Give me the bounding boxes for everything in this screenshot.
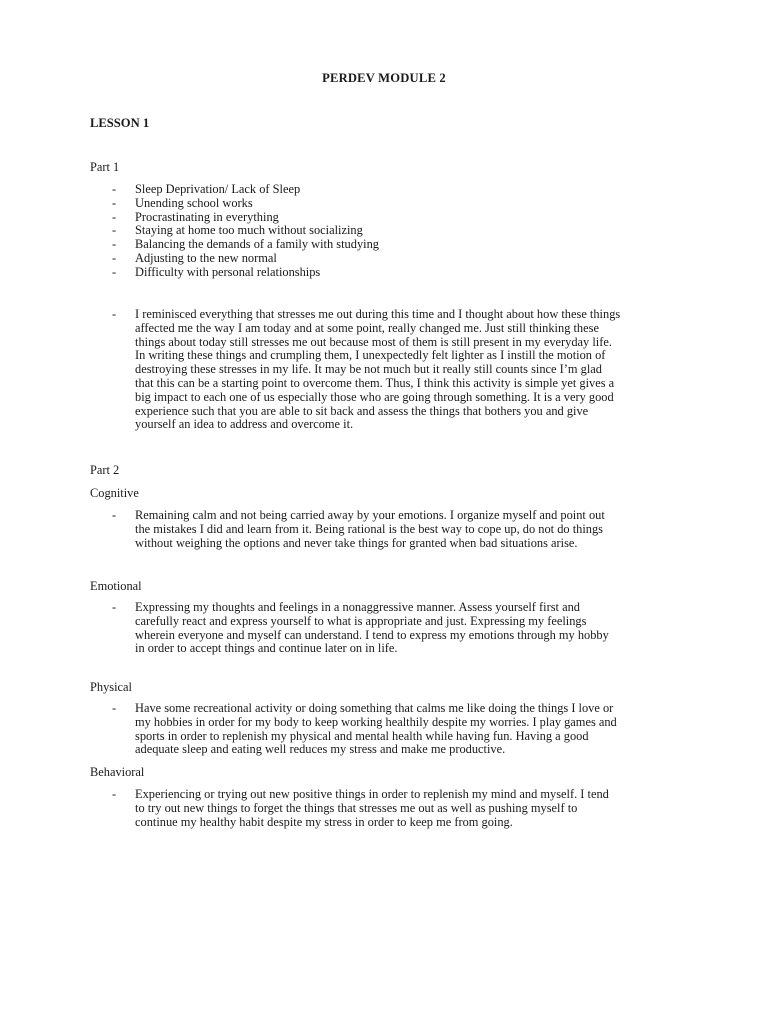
document-title: PERDEV MODULE 2 — [322, 71, 446, 85]
lesson-heading: LESSON 1 — [90, 116, 150, 130]
dash-bullet: - — [112, 250, 117, 265]
cognitive-text: Remaining calm and not being carried away by your emotions. I organize myself and point out the mistakes I did and learn from it. Being rational is the best way to cope up, do not do things without weighing the options and never take things for granted when bad situations arise. — [135, 508, 605, 550]
behavioral-text: Experiencing or trying out new positive things in order to replenish my mind and myself. I tend to try out new things to forget the things that stresses me out as well as pushing myself to continue my healthy habit despite my stress in order to keep me from going. — [135, 787, 609, 829]
stressor-list — [0, 183, 768, 280]
emotional-text: Expressing my thoughts and feelings in a nonaggressive manner. Assess yourself first and carefully react and express yourself to what is appropriate and just. Expressing my feelings wherein everyone and myself can understand. I tend to express my emotions through my hobby in order to accept things and continue later on in life. — [135, 600, 609, 656]
dash-bullet: - — [112, 237, 117, 252]
dash-bullet: - — [112, 182, 117, 196]
list-item: - Procrastinating in everything — [112, 209, 279, 224]
behavioral-heading: Behavioral — [90, 765, 145, 779]
physical-heading: Physical — [90, 680, 132, 694]
dash-bullet: - — [112, 600, 117, 614]
part-2-label: Part 2 — [90, 463, 120, 477]
list-item: - Difficulty with personal relationships — [112, 264, 321, 279]
list-item: - Unending school works — [112, 195, 253, 210]
cognitive-heading: Cognitive — [90, 486, 139, 500]
dash-bullet: - — [112, 195, 117, 210]
reflection-text: I reminisced everything that stresses me out during this time and I thought about how these things affected me the way I am today and at some point, really changed me. Just still thinking these things about today still stresses me out because most of them is still present in my everyday life. In writing these things and crumpling them, I unexpectedly felt lighter as I instill the motion of destroying these stresses in my life. It may be not much but it really still counts since I’m glad that this can be a starting point to overcome them. Thus, I think this activity is simple yet gives a big impact to each one of us especially those who are going through something. It is a very good experience such that you are able to sit back and assess the things that bothers you and give yourself an idea to address and overcome it. — [135, 307, 621, 432]
dash-bullet: - — [112, 307, 117, 321]
dash-bullet: - — [112, 508, 117, 522]
list-item: - Balancing the demands of a family with studying — [112, 237, 379, 252]
list-item: - Staying at home too much without socializing — [112, 223, 363, 238]
dash-bullet: - — [112, 787, 117, 801]
list-item: - Adjusting to the new normal — [112, 250, 277, 265]
part-1-label: Part 1 — [90, 160, 120, 174]
dash-bullet: - — [112, 223, 117, 238]
dash-bullet: - — [112, 264, 117, 279]
emotional-heading: Emotional — [90, 579, 142, 593]
dash-bullet: - — [112, 701, 117, 715]
dash-bullet: - — [112, 209, 117, 224]
list-item: - Sleep Deprivation/ Lack of Sleep — [112, 182, 301, 196]
physical-text: Have some recreational activity or doing something that calms me like doing the things I love or my hobbies in order for my body to keep working healthily despite my worries. I play games and sports in order to replenish my physical and mental health while having fun. Having a good adequate sleep and eating well reduces my stress and make me productive. — [135, 701, 617, 757]
